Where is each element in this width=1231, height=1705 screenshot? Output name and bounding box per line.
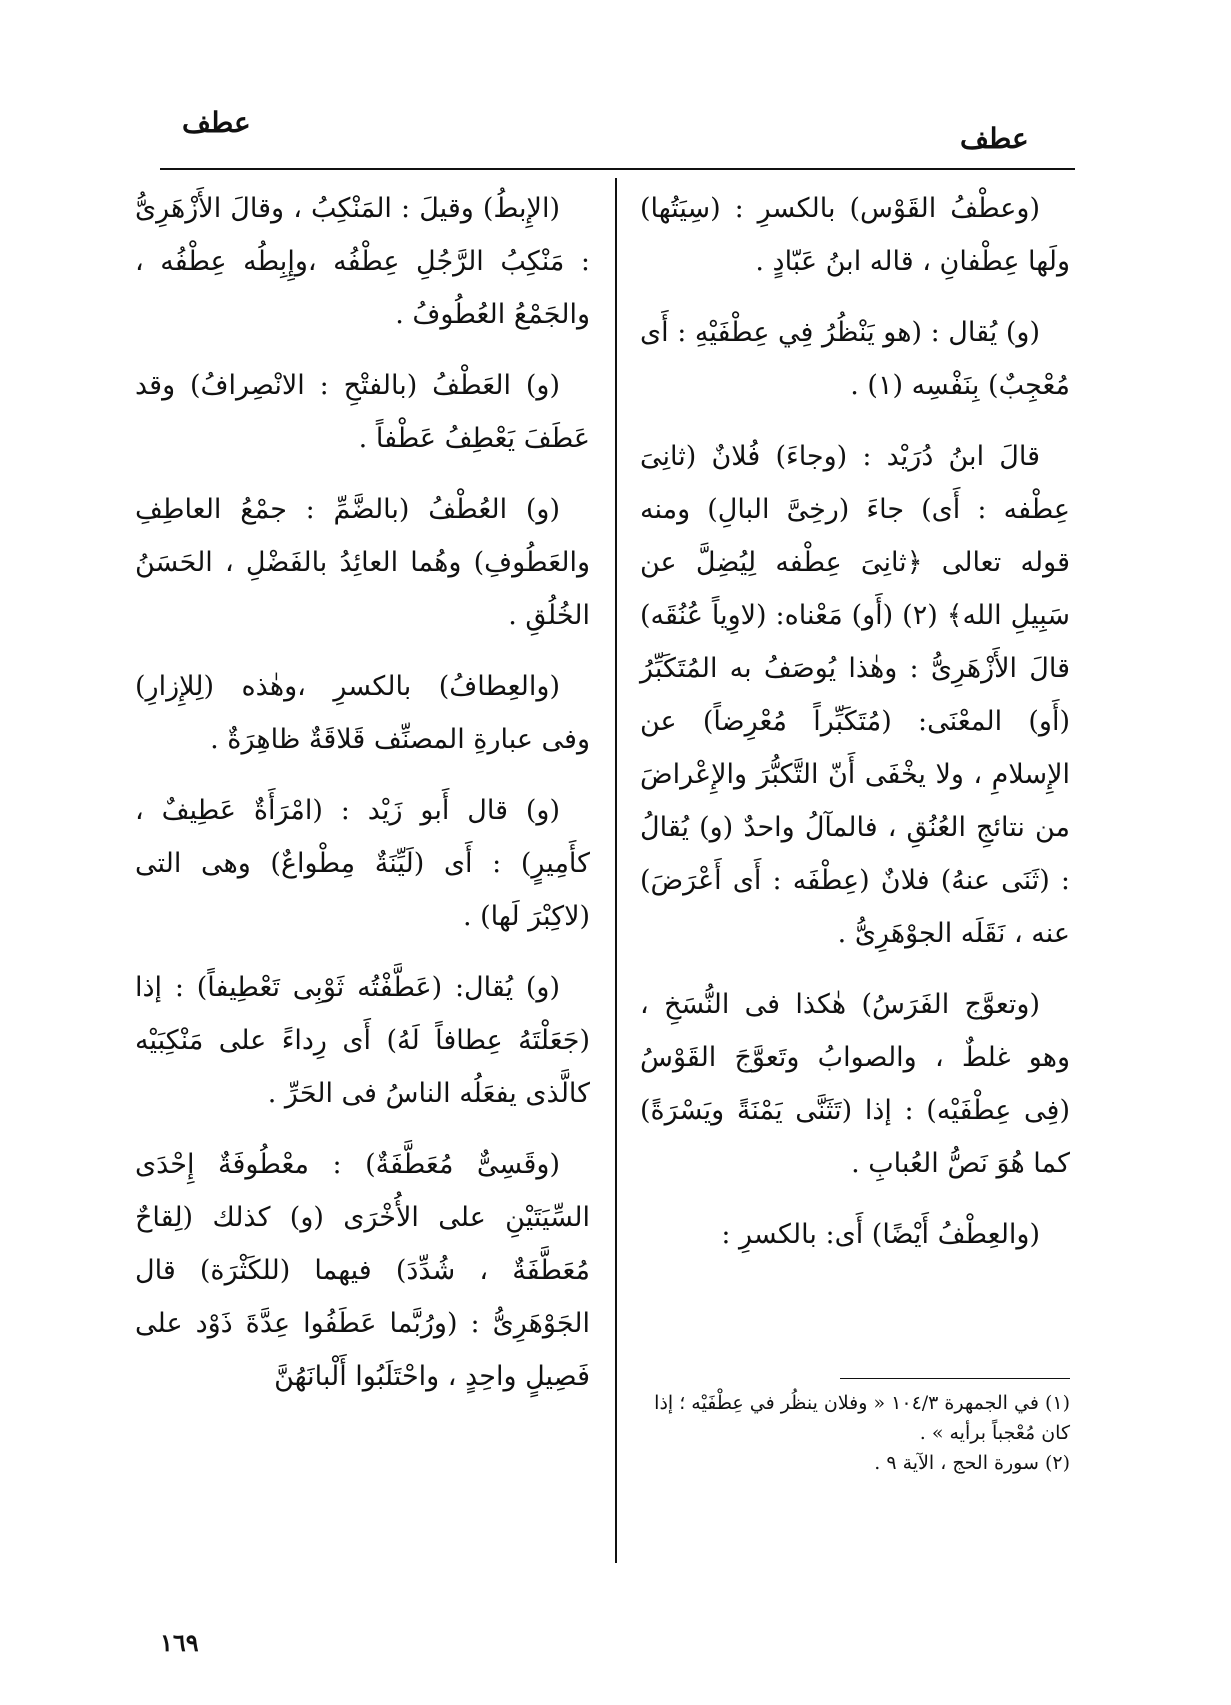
page-number: ١٦٩ xyxy=(160,1628,199,1657)
footnote-rule xyxy=(840,1378,1070,1379)
paragraph: (الإِبطُ) وقيلَ : المَنْكِبُ ، وقالَ الأَزْهَرِىُّ : مَنْكِبُ الرَّجُلِ عِطْفُه ،وإِبِطُه عِطْفُه ، والجَمْعُ العُطُوفُ . xyxy=(135,193,590,330)
paragraph: (و) العَطْفُ (بالفتْحِ : الانْصِرافُ) وقد عَطَفَ يَعْطِفُ عَطْفاً . xyxy=(135,370,590,454)
right-column xyxy=(640,182,1070,1279)
paragraph: (والعِطافُ) بالكسرِ ،وهٰذه (لِلإِزارِ) وفى عبارةِ المصنِّف قَلاقَةٌ ظاهِرَةٌ . xyxy=(135,671,590,755)
paragraph: (و) يُقال : (هو يَنْظُرُ فِي عِطْفَيْهِ : أَى مُعْجِبٌ) بِنَفْسِه (١) . xyxy=(640,317,1070,401)
headword-left: عطف xyxy=(182,106,251,139)
column-divider xyxy=(615,178,617,1563)
paragraph: (وقَسِىٌّ مُعَطَّفَةٌ) : معْطُوفَةٌ إِحْدَى السِّيَتَيْنِ على الأُخْرَى (و) كذلك (لِقاحٌ مُعَطَّفَةٌ ، شُدِّدَ) فيهما (للكَثْرَة) قال الجَوْهَرِىُّ : (ورُبَّما عَطَفُوا عِدَّةَ ذَوْد على فَصِيلٍ واحِدٍ ، واحْتَلَبُوا أَلْبانَهُنَّ xyxy=(135,1149,590,1392)
paragraph: قالَ ابنُ دُرَيْد : (وجاءَ) فُلانٌ (ثانِىَ عِطْفه : أَى) جاءَ (رخِىَّ البالِ) ومنه قوله تعالى ﴿ثانِىَ عِطْفه لِيُضِلَّ عن سَبِيلِ الله﴾ (٢) (أَو) مَعْناه: (لاوِياً عُنُقَه) قالَ الأَزْهَرِىُّ : وهٰذا يُوصَفُ به المُتَكَبِّرُ (أَو) المعْنَى: (مُتَكَبِّراً مُعْرِضاً) عن الإِسلامِ ، ولا يخْفَى أَنّ التَّكبُّرَ والإِعْراضَ من نتائجِ العُنُقِ ، فالمآلُ واحدٌ (و) يُقالُ : (ثَنَى عنهُ) فلانٌ (عِطْفَه : أَى أَعْرَضَ) عنه ، نَقَلَه الجوْهَرِىُّ . xyxy=(640,441,1070,949)
paragraph: (والعِطْفُ أَيْضًا) أَى: بالكسرِ : xyxy=(721,1219,1040,1250)
paragraph: (وعطْفُ القَوْس) بالكسرِ : (سِيَتُها) ولَها عِطْفانِ ، قاله ابنُ عَبّادٍ . xyxy=(640,193,1070,277)
header-rule xyxy=(160,168,1075,170)
left-column xyxy=(135,182,590,1421)
footnote: (١) في الجمهرة ١٠٤/٣ « وفلان ينظُر في عِطْفَيْه ؛ إذا كان مُعْجباً برأيه » . xyxy=(654,1392,1070,1444)
paragraph: (وتعوَّج الفَرَسُ) هٰكذا فى النُّسَخِ ، وهو غلطٌ ، والصوابُ وتَعوَّجَ القَوْسُ (فِى عِطْفَيْه) : إذا (تَثَنَّى يَمْنَةً ويَسْرَةً) كما هُوَ نَصُّ العُبابِ . xyxy=(640,989,1070,1179)
footnotes xyxy=(640,1388,1070,1478)
paragraph: (و) العُطْفُ (بالضَّمِّ : جمْعُ العاطِفِ والعَطُوفِ) وهُما العائِدُ بالفَضْلِ ، الحَسَنُ الخُلُقِ . xyxy=(135,494,590,631)
headword-right: عطف xyxy=(960,122,1029,155)
paragraph: (و) قال أَبو زَيْد : (امْرَأَةٌ عَطِيفٌ ، كأَمِيرٍ) : أَى (لَيِّنَةٌ مِطْواعٌ) وهى التى (لاكِبْرَ لَها) . xyxy=(135,795,590,932)
footnote: (٢) سورة الحج ، الآية ٩ . xyxy=(874,1452,1070,1474)
paragraph: (و) يُقال: (عَطَّفْتُه ثَوْبِى تَعْطِيفاً) : إذا (جَعَلْتَهُ عِطافاً لَهُ) أَى رِداءً على مَنْكِبَيْه كالَّذى يفعَلُه الناسُ فى الحَرِّ . xyxy=(135,972,590,1109)
